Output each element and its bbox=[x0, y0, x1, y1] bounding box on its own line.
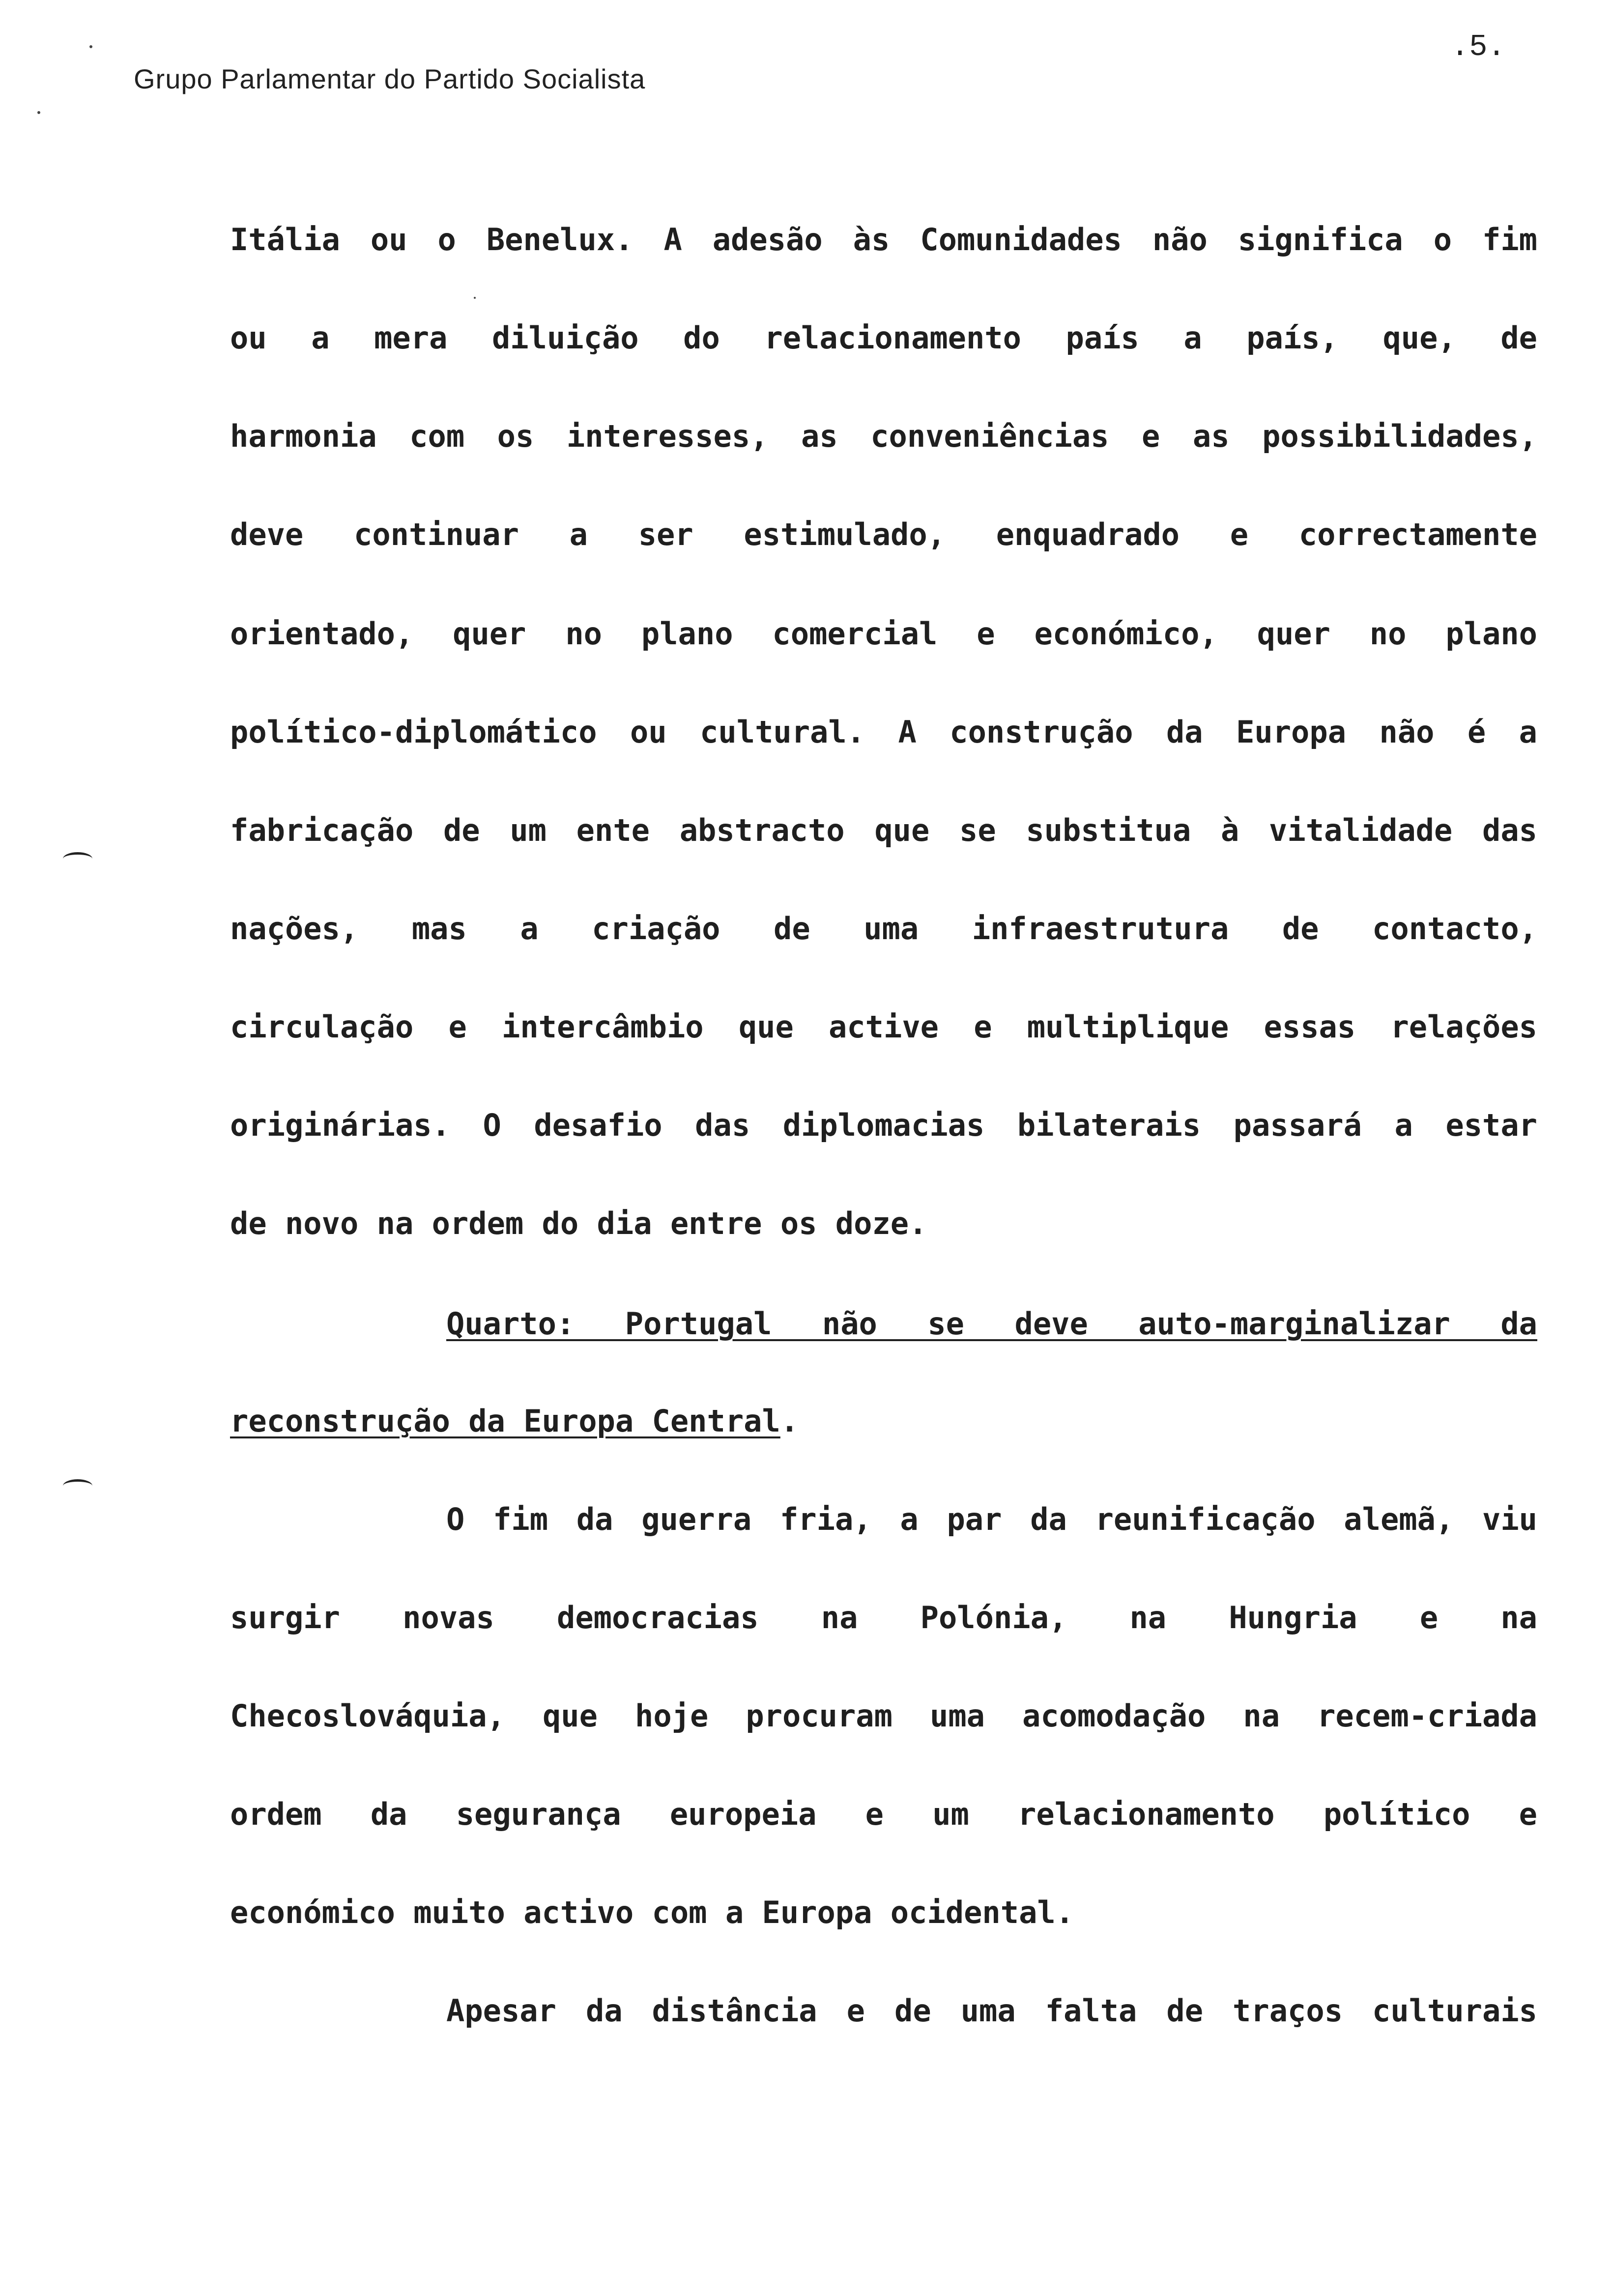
document-header: Grupo Parlamentar do Partido Socialista bbox=[134, 63, 646, 94]
section-heading-line bbox=[230, 1304, 1537, 1344]
body-line: originárias. O desafio das diplomacias bilaterais passará a estar bbox=[230, 1107, 1537, 1143]
body-line: orientado, quer no plano comercial e económico, quer no plano bbox=[230, 616, 1537, 652]
body-line: O fim da guerra fria, a par da reunificação alemã, viu bbox=[446, 1501, 1537, 1537]
body-line: económico muito activo com a Europa ocidental. bbox=[230, 1894, 1074, 1930]
scan-speck bbox=[89, 45, 92, 48]
body-line: Apesar da distância e de uma falta de traços culturais bbox=[446, 1993, 1537, 2029]
body-line: Checoslováquia, que hoje procuram uma acomodação na recem-criada bbox=[230, 1698, 1537, 1734]
section-heading-line bbox=[230, 1402, 1537, 1441]
body-line: deve continuar a ser estimulado, enquadrado e correctamente bbox=[230, 517, 1537, 552]
document-body bbox=[230, 0, 1537, 2296]
body-line: ou a mera diluição do relacionamento país a país, que, de bbox=[230, 320, 1537, 356]
scan-speck bbox=[37, 111, 40, 114]
body-line: ordem da segurança europeia e um relacionamento político e bbox=[230, 1796, 1537, 1832]
margin-mark bbox=[63, 1479, 92, 1492]
body-line: político-diplomático ou cultural. A construção da Europa não é a bbox=[230, 714, 1537, 750]
section-heading-period: . bbox=[780, 1403, 799, 1439]
body-line: harmonia com os interesses, as conveniências e as possibilidades, bbox=[230, 418, 1537, 454]
body-line: fabricação de um ente abstracto que se substitua à vitalidade das bbox=[230, 812, 1537, 848]
section-heading-text: reconstrução da Europa Central bbox=[230, 1403, 780, 1439]
body-line: surgir novas democracias na Polónia, na Hungria e na bbox=[230, 1600, 1537, 1636]
body-line: de novo na ordem do dia entre os doze. bbox=[230, 1205, 927, 1241]
body-line: nações, mas a criação de uma infraestrutura de contacto, bbox=[230, 911, 1537, 947]
section-heading-text: Quarto: Portugal não se deve auto-marginalizar da bbox=[446, 1306, 1537, 1342]
body-line: Itália ou o Benelux. A adesão às Comunidades não significa o fim bbox=[230, 222, 1537, 258]
margin-mark bbox=[63, 852, 92, 865]
body-line: circulação e intercâmbio que active e multiplique essas relações bbox=[230, 1009, 1537, 1045]
page-number: .5. bbox=[1451, 29, 1506, 64]
